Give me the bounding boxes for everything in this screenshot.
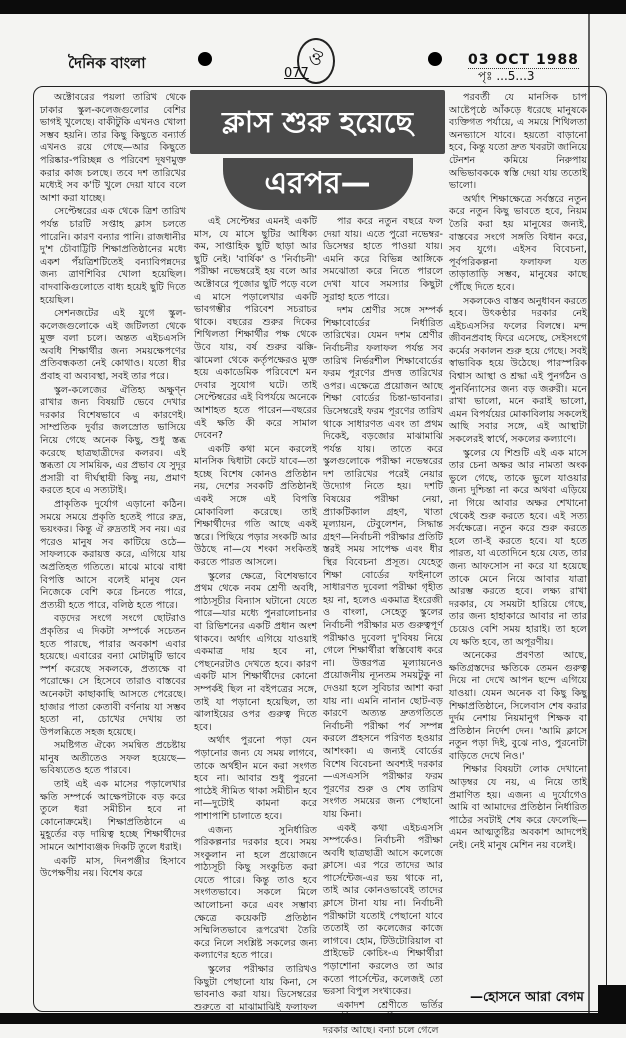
paragraph: অর্থাৎ পুরনো পড়া যেন পড়ানোর জন্য যে সময় লাগবে, তাকে অর্থহীন মনে করা সংগত হবে না। আবার শুধু পুরনো পাঠেই সীমিত থাকা সমীচীন হবে না—দুটোই কামনা করে পাশাপাশি চালাতে হবে।	[194, 735, 317, 822]
clip-code: 077	[284, 66, 309, 81]
paragraph: শিক্ষার বিষয়টা লোক দেখানো আড়ম্বর যে নয়, এ নিয়ে তাই প্রমাণিত হয়। এজন্য এ দুর্যোগেও আমি বা আমাদের প্রতিষ্ঠান নির্ধারিত পাঠের সবটাই শেষ করে ফেলেছি—এমন আত্মতুষ্টির অবকাশ আদপেই নেই। নেই মানুষ মেশিন নয় বলেই।	[449, 764, 587, 852]
paragraph: একটি মাস, দিনপঞ্জীর হিসাবে উপেক্ষণীয় নয়। বিশেষ করে	[40, 855, 186, 880]
date-stamp: 03 OCT 1988	[468, 52, 579, 68]
paragraph: স্কুল-কলেজের ঐতিহ্য অক্ষুণ্ন রাখার জন্য বিষয়টি ভেবে দেখার দরকার বিশেষভাবে এ কারণেই। সাম্প্রতিক দুর্বার জলস্রোত ভাসিয়ে নিয়ে গেছে অনেক কিছু, শুধু স্তব্ধ করেছে ছাত্রছাত্রীদের কলরব। এই স্তব্ধতা যে সাময়িক, এর প্রভাব যে সুদূর প্রসারী বা দীর্ঘস্থায়ী কিছু নয়, প্রমাণ করতে হবে এ সত্যটাই।	[40, 384, 186, 497]
article-column-1	[40, 92, 186, 1007]
article-column-4	[449, 92, 587, 962]
paragraph: বড়দের সংগে সংগে ছোটরাও প্রকৃতির এ দিকটা সম্পর্কে সচেতন হতে পারছে, পারার অবকাশ এবার হয়েছে। এবারের বন্যা মোটামুটি ভাবে স্পর্শ করেছে সকলকে, প্রত্যক্ষে বা পরোক্ষে। সে হিসেবে তারাও বাস্তবের অনেকটা কাছাকাছি আসতে পেরেছে। হাজার পাতা কেতাবী বর্ণনায় যা সম্ভব হতো না, চোখের দেখায় তা উপলব্ধিতে সহজ হয়েছে।	[40, 613, 186, 738]
paragraph: প্রাকৃতিক দুর্যোগ এড়ানো কঠিন। সময়ে সময়ে প্রকৃতি হতেই পারে রুদ্র, ভয়ংকর। কিন্তু ঐ রুদ্রতাই সব নয়। এর পরেও মানুষ সব কাটিয়ে ওঠে—সাফল্যকে করায়ত্ত করে, এগিয়ে যায় অপ্রতিহত গতিতে। মাঝে মাঝে বাধা বিপত্তি আসে বলেই মানুষ যেন নিজেকে বেশি করে চিনতে পারে, প্রত্যয়ী হতে পারে, বলিষ্ঠ হতে পারে।	[40, 499, 186, 611]
paragraph: পার করে নতুন বছরে ফল দেয়া যায়। এতে পুরো নভেম্বর-ডিসেম্বর হাতে পাওয়া যায়। এমনি করে বিভিন্ন আঙ্গিকে সমঝোতা করে নিতে পারলে দেখা যাবে সমস্যার কিছুটা সুরাহা হতে পারে।	[323, 216, 443, 303]
paragraph: এই সেপ্টেম্বর এমনই একটি মাস, যে মাসে ছুটির আধিক্য কম, সাপ্তাহিক ছুটি ছাড়া আর ছুটি নেই। 'বার্ষিক' ও 'নির্বাচনী' পরীক্ষা নভেম্বরেই হয় বলে আর অক্টোবরে পূজোর ছুটি পড়ে বলে এ মাসে পড়ালেখার একটি ভাবগম্ভীর পরিবেশ সচরাচর থাকে। বছরের শুরুর দিকের শিথিলতা শিক্ষার্থীর পক্ষ থেকে উবে যায়, বর্ষ শুরুর ঝক্কি-ঝামেলা থেকে কর্তৃপক্ষেরও মুক্ত হয়ে একাডেমিক পরিবেশে মন দেবার সুযোগ ঘটে। তাই সেপ্টেম্বরের এই বিপর্যয়ে অনেকে আশাহত হতে পারেন—বছরের এই ক্ষতি কী করে সামাল দেবেন?	[194, 216, 317, 442]
author-byline: —হোসনে আরা বেগম	[470, 990, 584, 1005]
paragraph: তাই এই এক মাসের পড়ালেখার ক্ষতি সম্পর্কে আক্ষেপটাকে বড় করে তুলে ধরা সমীচীন হবে না কোনোক্রমেই। শিক্ষাপ্রতিষ্ঠানে এ মুহূর্তের বড় দায়িত্ব হচ্ছে শিক্ষার্থীদের সামনে আশাব্যঞ্জক দিকটি তুলে ধরাই।	[40, 779, 186, 854]
scan-border-bottom	[0, 1013, 626, 1024]
paragraph: সেপ্টেম্বরের এক থেকে ত্রিশ তারিখ পর্যন্ত চারটি সপ্তাহ ক্লাস চলতে পারেনি। কারণ বন্যার পানি। রাজধানীর দু'শ চৌবাট্টিটি শিক্ষাপ্রতিষ্ঠানের মধ্যে একশ পঁয়ত্রিশটিতেই বন্যাবিপন্নদের জন্য ত্রাণশিবির খোলা হয়েছিল। বাদবাকিগুলোতে বাধ্য হয়েই ছুটি দিতে হয়েছিল।	[40, 206, 186, 306]
paragraph: সেশনজটের এই যুগে স্কুল-কলেজগুলোকে এই জটিলতা থেকে মুক্ত বলা চলে। অন্তত এইচএসসি অবধি শিক্ষার্থীর জন্য সময়ক্ষেপণের প্রতিবন্ধকতা নেই কোথাও। যতো ধীর প্রবাহ বা অব্যবস্থা, সবই তার পরে।	[40, 308, 186, 383]
paragraph: সকলকেও বাস্তব অনুধাবন করতে হবে। উৎকণ্ঠার দরকার নেই এইচএসসির ফলের বিলম্বে। মন্দ জীবনপ্রবাহ ফিরে এসেছে, সেইসংগে কর্মের সকালন শুরু হয়ে গেছে। সবই স্বাভাবিক হয়ে উঠেছে। পারস্পরিক বিশ্বাস আস্থা ও শ্রদ্ধা এই পুনর্গঠন ও পুনর্বিন্যাসের জন্য বড় জরুরী। মনে রাখা ভালো, মনে করাই ভালো, এমন বিপর্যয়ের মোকাবিলায় সকলেই আছি সবার সঙ্গে, এই আস্থাটা সকলেরই স্বার্থে, সকলের কল্যাণে।	[449, 295, 587, 446]
paragraph: সমষ্টিগত ঐক্যে সমন্বিত প্রচেষ্টায় মানুষ অতীতেও সফল হয়েছে—ভবিষ্যতেও হতে পারবে।	[40, 740, 186, 777]
paragraph: অনেকের প্রবণতা আছে, ক্ষতিগ্রস্তদের ক্ষতিকে তেমন গুরুত্ব দিয়ে না দেখে আপন ছন্দে এগিয়ে যাওয়া। যেমন অনেক বা কিছু কিছু শিক্ষাপ্রতিষ্ঠানে, সিলেবাস শেষ করার দুর্দম নেশায় নিয়মানুগ শিক্ষক বা প্রতিষ্ঠান নির্দেশ দেন। 'আমি ক্লাসে নতুন পড়া দিই, বুঝে নাও, পুরনোটা বাড়িতে দেখে নিও।'	[449, 650, 587, 762]
article-column-2	[194, 216, 317, 1013]
paragraph: অক্টোবরের পয়লা তারিখ থেকে ঢাকার স্কুল-কলেজগুলোর বেশির ভাগই খুলেছে। বাকীটুকি এখনও খোলা সম্ভব হয়নি। তার কিছু কিছুতে বন্যার্ত এখনও রয়ে গেছে—আর কিছুতে পরিষ্কার-পরিচ্ছন্ন ও পরিবেশ দূষণমুক্ত করার কাজ চলছে। তবে দশ তারিখের মধ্যেই সব ক'টি খুলে দেয়া যাবে বলে আশা করা যাচ্ছে।	[40, 92, 186, 204]
paragraph: স্কুলের পরীক্ষার তারিখও কিছুটা পেছানো যায় কিনা, সে ভাবনাও করা যায়। ডিসেম্বরের শুরুতে বা মাঝামাঝিই ফলাফল	[194, 964, 317, 1013]
scan-border-top	[0, 0, 626, 14]
paragraph: পরবর্তী যে মানসিক চাপ আষ্টেপৃষ্ঠে আঁকড়ে ধরেছে মানুষকে ব্যক্তিগত পর্যায়ে, এ সময়ে শিথিলতা অনভ্যাসে যাবে। হয়তো বাড়ানো হবে, কিন্তু যতো দ্রুত খবরটা জানিয়ে টেনশন কমিয়ে নিরুপায় অভিভাবককে স্বস্তি দেয়া যায় ততোই ভালো।	[449, 92, 587, 192]
punch-hole-icon	[428, 52, 442, 66]
paragraph: অর্থাৎ শিক্ষাক্ষেত্রে সর্বস্তরে নতুন করে নতুন কিছু ভাবতে হবে, নিয়ম তৈরি করা হয় মানুষের জন্যই, বাস্তবের সংগে সঙ্গতি বিধান করে, সব যুগে। এইসব বিবেচনা, পূর্বপরিকল্পনা ফলাফল যত তাড়াতাড়ি সম্ভব, মানুষের কাছে পৌঁছে দিতে হবে।	[449, 193, 587, 293]
paragraph: স্কুলের ক্ষেত্রে, বিশেষভাবে প্রথম থেকে নবম শ্রেণী অবধি, পাঠ্যসূচীর বিন্যাস ঘটানো যেতে পারে—যার মধ্যে পুনরালোচনার বা রিভিশনের একটি প্রধান অংশ থাকবে। অর্থাৎ এগিয়ে যাওয়াই একমাত্র দায় হবে না, পেছনেরটাও দেখতে হবে। কারণ একটি মাস শিক্ষার্থীদের কোনো সম্পর্কই ছিল না বইপত্রের সঙ্গে, তাই যা পড়ানো হয়েছিল, তা ঝালাইয়ের ওপর গুরুত্ব দিতে হবে।	[194, 570, 317, 733]
headline-line-1: ক্লাস শুরু হয়েছে	[190, 90, 445, 154]
paragraph: দশম শ্রেণীর সঙ্গে সম্পর্ক শিক্ষাবোর্ডের নির্ধারিত তারিখের। যেমন দশম শ্রেণীর নির্বাচনীর ফলাফল পর্যন্ত সব তারিখ নির্ভরশীল শিক্ষাবোর্ডের ফরম পূরণের প্রদত্ত তারিখের ওপর। এক্ষেত্রে প্রয়োজন আছে শিক্ষা বোর্ডের চিন্তা-ভাবনার। ডিসেম্বরেই ফরম পূরণের তারিখ থাকে সাধারণত এবং তা প্রথম দিকেই, বড়জোর মাঝামাঝি পর্যন্ত যায়। তাতে করে স্কুলগুলোকে পরীক্ষা নভেম্বরের দশ তারিখের পরেই নেয়ার উদ্যোগ নিতে হয়। দশটি বিষয়ের পরীক্ষা নেয়া, প্র্যাকটিক্যাল গ্রহণ, খাতা মূল্যায়ন, টেবুলেশন, সিদ্ধান্ত গ্রহণ—নির্বাচনী পরীক্ষার প্রতিটি স্তরই সময় সাপেক্ষ এবং ধীর স্থির বিবেচনা প্রসূত। যেহেতু শিক্ষা বোর্ডের ফাইনালে সাধারণত দুবেলা পরীক্ষা গৃহীত হয় না, হলেও একমাত্র ইংরেজী ও বাংলা, সেহেতু স্কুলের নির্বাচনী পরীক্ষার মত গুরুত্বপূর্ণ পরীক্ষাও দুবেলা দু'বিষয় নিয়ে গেলে শিক্ষার্থীরা স্বস্তিবোধ করে না। উত্তরপত্র মূল্যায়নেও প্রয়োজনীয় ন্যূনতম সময়টুকু না দেওয়া হলে সুবিচার আশা করা যায় না। এমনি নানান ছোট-বড় কারণে অত্যন্ত দ্রুতগতিতে নির্বাচনী পরীক্ষা পর্ব সম্পন্ন করলে প্রহসনে পরিণত হওয়ার আশংকা। এ জন্যই বোর্ডের বিশেষ বিবেচনা অবশ্যই দরকার—এসএসসি পরীক্ষার ফরম পূরণের শুরু ও শেষ তারিখ সংগত সময়ের জন্য পেছানো যায় কিনা।	[323, 305, 443, 820]
archive-logo-icon: ঔ	[297, 38, 335, 84]
punch-hole-icon	[198, 52, 212, 66]
headline-line-2: এরপর—	[223, 158, 413, 210]
paragraph: এজন্য সুনির্ধারিত পরিকল্পনার দরকার হবে। সময় সংকুলান না হলে প্রয়োজনে পাঠ্যসূচী কিছু সংকুচিত করা যেতে পারে। কিন্তু তাও হবে সংগতভাবে। সকলে মিলে আলোচনা করে এবং সম্ভাব্য ক্ষেত্রে কয়েকটি প্রতিষ্ঠান সম্মিলিতভাবে রূপরেখা তৈরি করে নিলে সংশ্লিষ্ট সকলের জন্য কল্যাণের হতে পারে।	[194, 824, 317, 962]
newspaper-masthead: দৈনিক বাংলা	[68, 54, 146, 72]
paragraph: একাদশ শ্রেণীতে ভর্তির দরকার আছে। বন্যা চলে গেলে	[323, 999, 443, 1036]
headline-box	[190, 90, 445, 210]
page-reference: পৃঃ ...5...3	[478, 69, 535, 83]
paragraph: একই কথা এইচএসসি সম্পর্কেও। নির্বাচনী পরীক্ষা অবধি ছাত্রছাত্রী আসে কলেজে ক্লাসে। এর পরে তাদের আর পার্সেন্টেজ-এর ভয় থাকে না, তাই আর কোনওভাবেই তাদের ক্লাসে টানা যায় না। নির্বাচনী পরীক্ষাটা যতোই পেছানো যাবে ততোই তা কলেজের কাজে লাগবে। হোম, টিউটোরিয়াল বা প্রাইভেট কোচিং-এ শিক্ষার্থীরা পড়াশোনা করলেও তা আর কতো পার্সেন্টের, কলেজই তো ভরসা বিপুল সংখ্যকের।	[323, 822, 443, 998]
paragraph: একটি কথা মনে করলেই মানসিক দ্বিধাটা কেটে যাবে—তা হচ্ছে বিশেষ কোনও প্রতিষ্ঠান নয়, দেশের সবকটি প্রতিষ্ঠানই একই সঙ্গে এই বিপত্তি মোকাবিলা করেছে। তাই শিক্ষার্থীদের গতি আছে একই স্তরে। পিছিয়ে পড়ার সংকটি আর উঠছে না—যে শংকা সংকিতই করতে পারত আসলে।	[194, 443, 317, 569]
article-column-3	[323, 216, 443, 1036]
paragraph: স্কুলের যে শিশুটি এই এক মাসে তার চেনা অক্ষর আর নামতা অংক ভুলে গেছে, তাকে ভুলে যাওয়ার জন্য দুশ্চিন্তা না করে অথবা এড়িয়ে না গিয়ে আবার অক্ষর শেখানো থেকেই শুরু করতে হবে। এই সত্য সর্বক্ষেত্রে। নতুন করে শুরু করতে হলে তা-ই করতে হবে। যা হতে পারত, যা এতোদিনে হয়ে যেত, তার জন্য আফসোস না করে যা হয়েছে তাকে মেনে নিয়ে আবার যাত্রা আরম্ভ করতে হবে। লক্ষ্য রাখা দরকার, যে সময়টা হারিয়ে গেছে, তার জন্য হাহাকারে আবার না তার চেয়েও বেশি সময় হারাই। তা হলে যে ক্ষতি হবে, তা অপূরণীয়।	[449, 447, 587, 648]
